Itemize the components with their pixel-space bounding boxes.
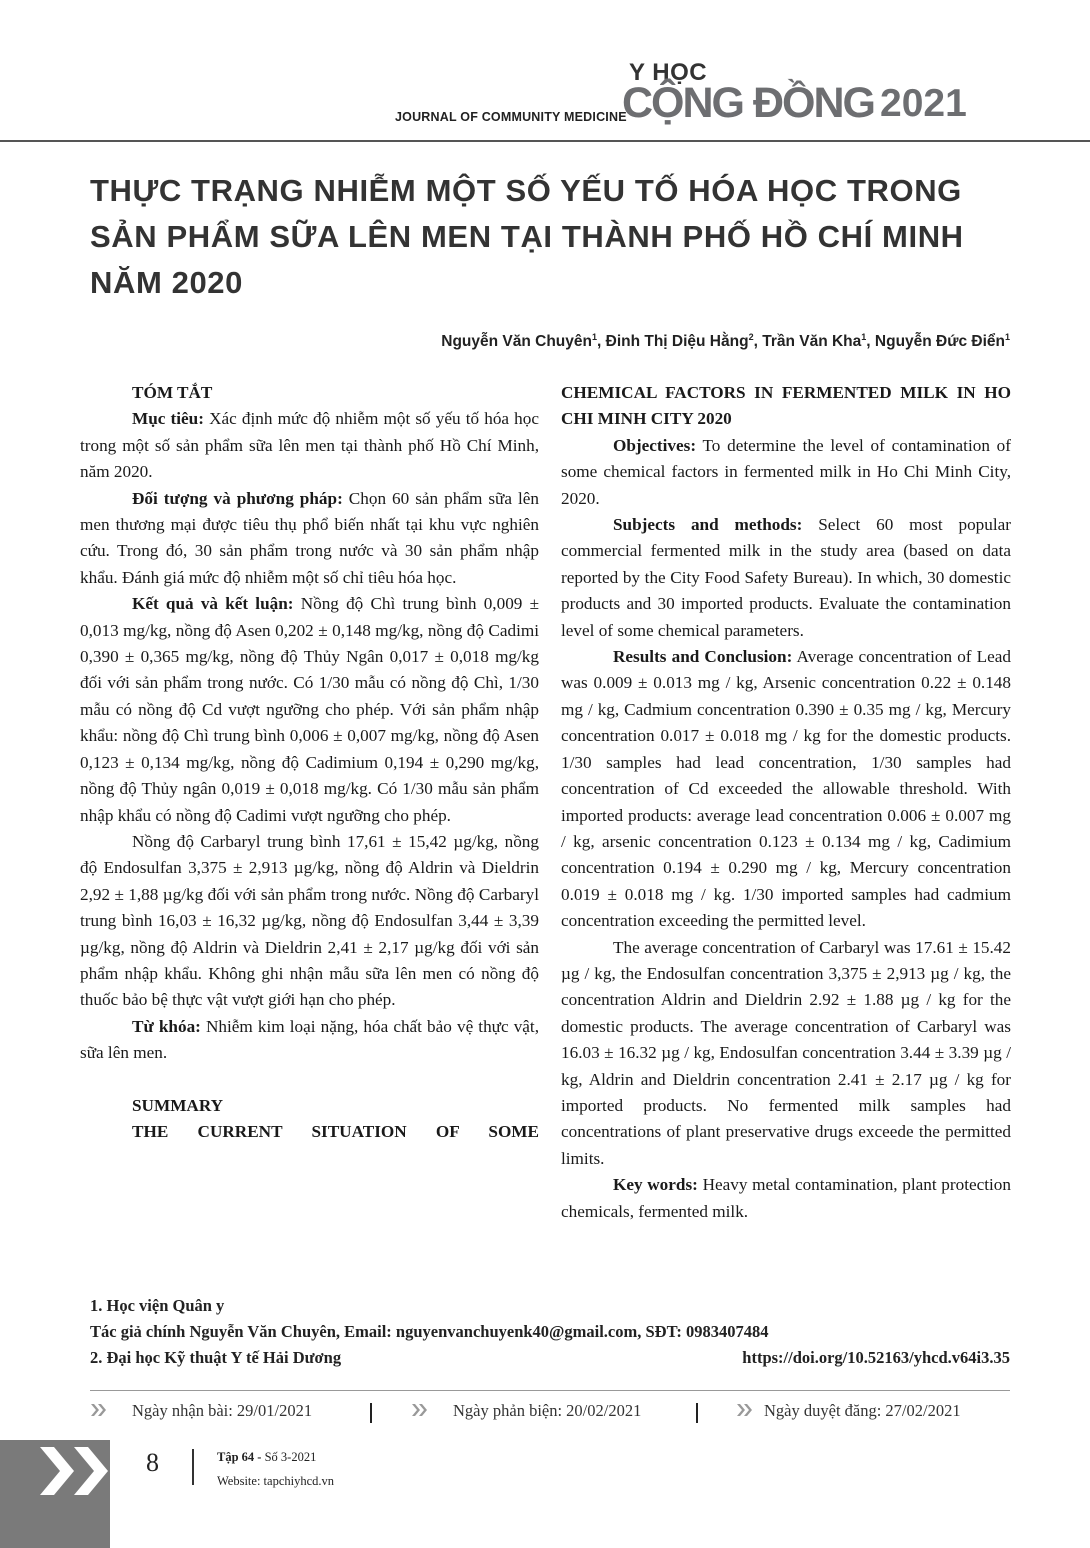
affiliation-footnotes <box>90 1293 1010 1371</box>
summary-title: THE CURRENT SITUATION OF SOME <box>132 1121 539 1141</box>
double-chevron-icon <box>736 1402 754 1416</box>
abstract-results-2: Nồng độ Carbaryl trung bình 17,61 ± 15,42 µg/kg, nồng độ Endosulfan 3,375 ± 2,913 µg/kg, nồng độ Aldrin và Dieldrin 2,92 ± 1,88 µg/kg đối với sản phẩm trong nước. Nồng độ Carbaryl trung bình 16,03 ± 16,32 µg/kg, nồng độ Endosulfan 3,44 ± 3,39 µg/kg, nồng độ Aldrin và Dieldrin 2,41 ± 2,17 µg/kg đối với sản phẩm nhập khẩu. Không ghi nhận mẫu sữa lên men có nồng độ thuốc bảo bệ thực vật vượt giới hạn cho phép. <box>80 831 539 1010</box>
abstract-label: Từ khóa: <box>132 1016 201 1036</box>
abstract-results <box>80 591 539 829</box>
date-accepted <box>736 1401 961 1421</box>
summary-label: Subjects and methods: <box>613 515 803 535</box>
abstract-objective <box>80 406 539 485</box>
issue-number: Số 3-2021 <box>261 1450 317 1464</box>
journal-logo-main: CỘNG ĐỒNG <box>622 79 874 127</box>
summary-text: Select 60 most popular commercial fermented milk in the study area (based on data reported by the City Food Safety Bureau). In which, 30 domestic products and 30 imported products. Evaluate the contamination level of some chemical parameters. <box>561 515 1011 640</box>
author-affiliation-mark: 1 <box>1004 332 1010 342</box>
abstract-label: Kết quả và kết luận: <box>132 594 294 614</box>
article-title <box>90 168 1020 306</box>
doi-link[interactable]: https://doi.org/10.52163/yhcd.v64i3.35 <box>742 1348 1010 1367</box>
author-name: Nguyễn Văn Chuyên <box>441 333 592 351</box>
summary-objectives <box>561 433 1011 512</box>
author-name: Đinh Thị Diệu Hằng <box>605 333 749 351</box>
summary-results <box>561 644 1011 934</box>
large-double-chevron-icon <box>38 1443 112 1504</box>
summary-title-continued: CHEMICAL FACTORS IN FERMENTED MILK IN HO CHI MINH CITY 2020 <box>561 383 1011 429</box>
double-chevron-icon <box>411 1402 429 1416</box>
date-separator <box>696 1403 698 1423</box>
header-divider <box>0 140 1090 142</box>
summary-label: Objectives: <box>613 435 697 455</box>
summary-text: To determine the level of contamination of some chemical factors in fermented milk in Ho Chi Minh City, 2020. <box>561 435 1011 508</box>
author-name: Nguyễn Đức Điển <box>874 333 1005 351</box>
abstract-methods <box>80 486 539 592</box>
summary-methods <box>561 512 1011 644</box>
volume-label: Tập 64 - <box>217 1450 262 1464</box>
title-line: THỰC TRẠNG NHIỄM MỘT SỐ YẾU TỐ HÓA HỌC TRONG <box>90 173 962 208</box>
summary-label: Key words: <box>613 1175 698 1195</box>
author-affiliation-mark: 2 <box>748 332 754 342</box>
title-line: SẢN PHẨM SỮA LÊN MEN TẠI THÀNH PHỐ HỒ CHÍ MINH <box>90 219 964 254</box>
issue-info <box>217 1445 334 1493</box>
author-affiliation-mark: 1 <box>861 332 867 342</box>
abstract-text: Xác định mức độ nhiễm một số yếu tố hóa học trong một số sản phẩm sữa lên men tại thành phố Hồ Chí Minh, năm 2020. <box>80 409 539 482</box>
date-received <box>90 1401 312 1421</box>
date-reviewed <box>411 1401 641 1421</box>
journal-year: 2021 <box>880 82 967 125</box>
summary-label: Results and Conclusion: <box>613 647 793 667</box>
abstract-label: Mục tiêu: <box>132 409 204 429</box>
abstract-keywords <box>80 1014 539 1067</box>
summary-text: Average concentration of Lead was 0.009 ± 0.013 mg / kg, Arsenic concentration 0.22 ± 0.148 mg / kg, Cadmium concentration 0.390 ± 0.35 mg / kg, Mercury concentration 0.017 ± 0.018 mg / kg for the domestic products. 1/30 samples had lead concentration, 1/30 samples had concentration of Cd exceeded the allowable threshold. With imported products: average lead concentration 0.006 ± 0.007 mg / kg, arsenic concentration 0.123 ± 0.134 mg / kg, Cadimium concentration 0.194 ± 0.290 mg / kg, Mercury concentration 0.019 ± 0.018 mg / kg. 1/30 imported samples had cadmium concentration exceeding the permitted level. <box>561 647 1011 931</box>
abstract-vietnamese-column <box>80 380 539 1145</box>
date-accepted-text: Ngày duyệt đăng: 27/02/2021 <box>764 1401 961 1420</box>
date-received-text: Ngày nhận bài: 29/01/2021 <box>132 1401 313 1420</box>
abstract-text: Nhiễm kim loại nặng, hóa chất bảo vệ thực vật, sữa lên men. <box>80 1016 540 1063</box>
journal-header <box>0 0 1090 140</box>
date-separator <box>370 1403 372 1423</box>
summary-text: Heavy metal contamination, plant protection chemicals, fermented milk. <box>561 1175 1011 1221</box>
date-reviewed-text: Ngày phản biện: 20/02/2021 <box>453 1401 642 1420</box>
summary-keywords <box>561 1172 1011 1225</box>
footnote-divider <box>90 1390 1010 1391</box>
affiliation-2: 2. Đại học Kỹ thuật Y tế Hải Dương <box>90 1348 342 1367</box>
abstract-text: Nồng độ Chì trung bình 0,009 ± 0,013 mg/kg, nồng độ Asen 0,202 ± 0,148 mg/kg, nồng độ Cadimi 0,390 ± 0,365 mg/kg, nồng độ Thủy Ngân 0,017 ± 0,018 mg/kg đối với sản phẩm trong nước. Có 1/30 mẫu có nồng độ Chì, 1/30 mẫu có nồng độ Cd vượt ngưỡng cho phép. Với sản phẩm nhập khẩu: nồng độ Chì trung bình 0,006 ± 0,007 mg/kg, nồng độ Asen 0,123 ± 0,134 mg/kg, nồng độ Cadimium 0,194 ± 0,290 mg/kg, nồng độ Thủy ngân 0,019 ± 0,018 mg/kg. Có 1/30 mẫu sản phẩm nhập khẩu có nồng độ Cadimi vượt ngưỡng cho phép. <box>80 594 540 825</box>
journal-english-name: JOURNAL OF COMMUNITY MEDICINE <box>395 110 627 124</box>
abstract-english-column <box>561 380 1011 1225</box>
page-number: 8 <box>146 1448 159 1477</box>
summary-heading: SUMMARY <box>132 1095 224 1115</box>
double-chevron-icon <box>90 1402 108 1416</box>
author-name: Trần Văn Kha <box>762 333 862 351</box>
abstract-heading: TÓM TẮT <box>132 383 213 402</box>
page-number-divider <box>192 1449 194 1485</box>
journal-logo-top: Y HỌC <box>629 59 708 86</box>
abstract-label: Đối tượng và phương pháp: <box>132 488 343 508</box>
abstract-text: Chọn 60 sản phẩm sữa lên men thương mại được tiêu thụ phổ biến nhất tại khu vực nghiên cứu. Trong đó, 30 sản phẩm trong nước và 30 sản phẩm nhập khẩu. Đánh giá mức độ nhiễm một số chỉ tiêu hóa học. <box>80 488 539 587</box>
article-dates <box>90 1401 1010 1427</box>
affiliation-1: 1. Học viện Quân y <box>90 1296 225 1315</box>
title-line: NĂM 2020 <box>90 265 243 300</box>
author-affiliation-mark: 1 <box>591 332 597 342</box>
corresponding-author: Tác giả chính Nguyễn Văn Chuyên, Email: nguyenvanchuyenk40@gmail.com, SĐT: 0983407484 <box>90 1322 769 1341</box>
journal-website: Website: tapchiyhcd.vn <box>217 1474 335 1488</box>
author-list: Nguyễn Văn Chuyên$^1$, Đinh Thị Diệu Hằng$^2$, Trần Văn Kha$^1$, Nguyễn Đức Điển$^1$ <box>441 332 1010 351</box>
summary-results-2: The average concentration of Carbaryl was 17.61 ± 15.42 µg / kg, the Endosulfan concentration 3,375 ± 2,913 µg / kg, the concentration Aldrin and Dieldrin 2.92 ± 1.88 µg / kg for the domestic products. The average concentration of Carbaryl was 16.03 ± 16.32 µg / kg, Endosulfan concentration 3.44 ± 3.39 µg / kg, Aldrin and Dieldrin concentration 2.41 ± 2.17 µg / kg for imported products. No fermented milk samples had concentrations of plant preservative drugs exceede the permitted limits. <box>561 937 1011 1168</box>
